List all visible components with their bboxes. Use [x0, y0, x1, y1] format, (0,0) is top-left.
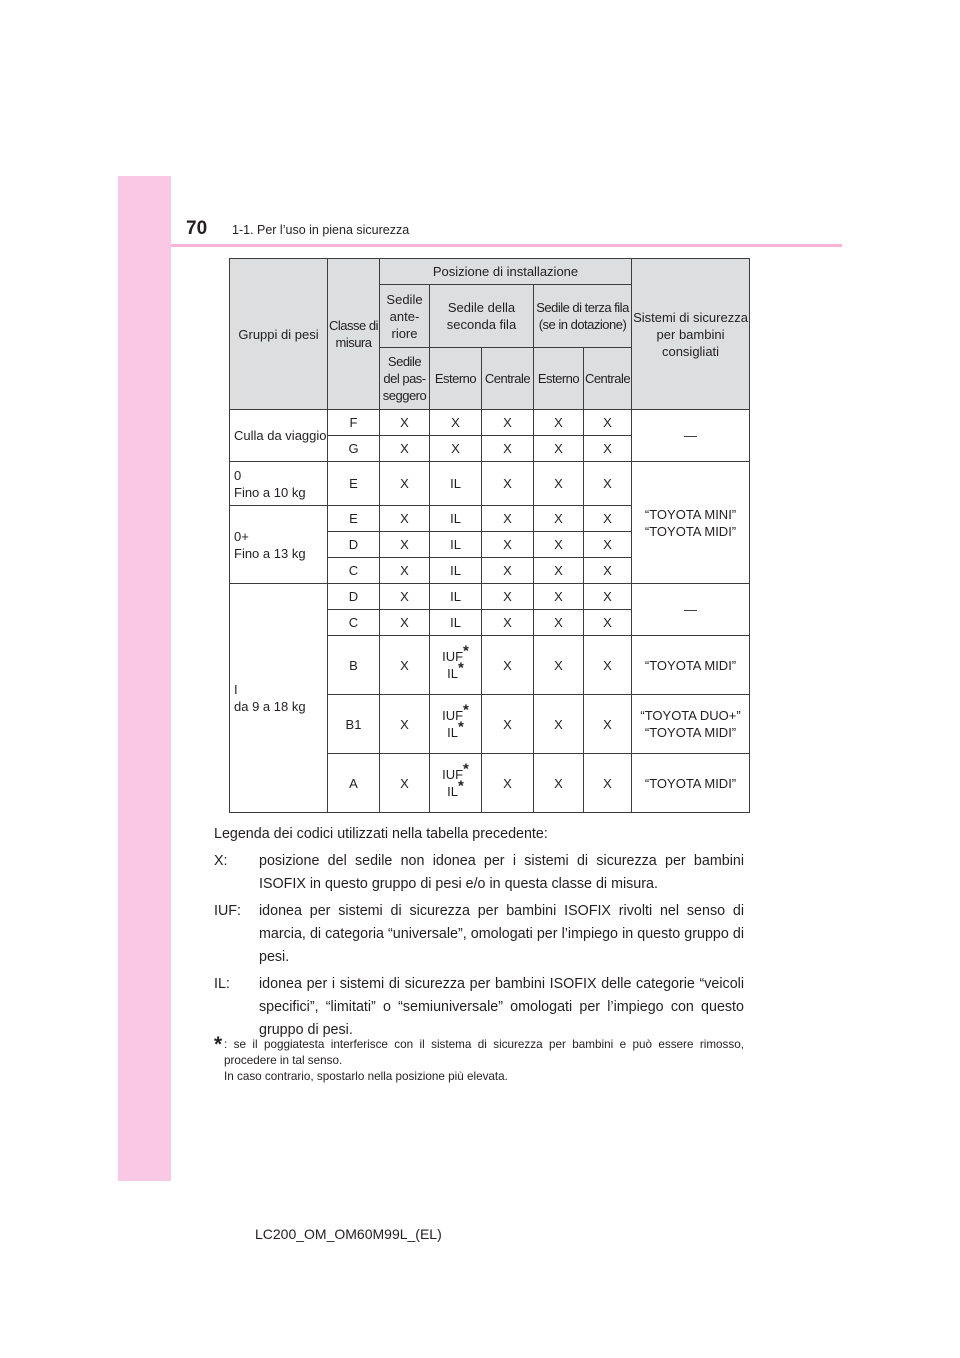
- header-passenger-seat: Sedile del pas-seggero: [380, 348, 430, 410]
- header-front-seat: Sedile ante-riore: [380, 285, 430, 348]
- cell-third-center: X: [584, 462, 632, 506]
- rec-line: “TOYOTA MIDI”: [644, 725, 737, 740]
- group-1: [230, 584, 328, 813]
- size-class: F: [328, 410, 380, 436]
- size-class: B: [328, 636, 380, 695]
- header-second-row: Sedile della seconda fila: [430, 285, 534, 348]
- cell-third-center: X: [584, 410, 632, 436]
- cell-second-center: X: [482, 410, 534, 436]
- size-class: E: [328, 462, 380, 506]
- asterisk-mark: *: [458, 718, 464, 736]
- size-class: G: [328, 436, 380, 462]
- cell-third-center: X: [584, 584, 632, 610]
- cell-second-center: X: [482, 695, 534, 754]
- cell-second-center: X: [482, 462, 534, 506]
- group-weight: Fino a 13 kg: [234, 545, 306, 561]
- cell-third-outer: X: [534, 584, 584, 610]
- cell-third-outer: X: [534, 695, 584, 754]
- cell-front: X: [380, 532, 430, 558]
- asterisk-mark: *: [458, 659, 464, 677]
- size-class: A: [328, 754, 380, 813]
- cell-third-center: X: [584, 754, 632, 813]
- code-iuf: IUF: [442, 708, 464, 723]
- cell-third-outer: X: [534, 610, 584, 636]
- code-il: IL: [447, 725, 458, 740]
- size-class: C: [328, 610, 380, 636]
- cell-second-center: X: [482, 636, 534, 695]
- cell-second-outer: IL: [430, 506, 482, 532]
- cell-second-outer: IL: [430, 558, 482, 584]
- legend-code: X:: [214, 853, 228, 869]
- cell-third-outer: X: [534, 532, 584, 558]
- cell-third-center: X: [584, 558, 632, 584]
- asterisk-mark: *: [463, 760, 469, 778]
- group-weight: Fino a 10 kg: [234, 484, 306, 500]
- header-third-outer: Esterno: [534, 348, 584, 410]
- document-code: LC200_OM_OM60M99L_(EL): [255, 1226, 442, 1242]
- cell-third-outer: X: [534, 462, 584, 506]
- cell-second-outer: [430, 636, 482, 695]
- cell-front: X: [380, 462, 430, 506]
- cell-second-center: X: [482, 558, 534, 584]
- header-weight-group: Gruppi di pesi: [230, 259, 328, 410]
- cell-third-outer: X: [534, 506, 584, 532]
- cell-third-center: X: [584, 532, 632, 558]
- group-weight: da 9 a 18 kg: [234, 699, 306, 714]
- cell-second-outer: X: [430, 436, 482, 462]
- table-row: [230, 462, 750, 506]
- cell-second-outer: [430, 695, 482, 754]
- cell-second-center: X: [482, 584, 534, 610]
- cell-third-outer: X: [534, 558, 584, 584]
- recommended-system: —: [632, 410, 750, 462]
- size-class: E: [328, 506, 380, 532]
- rec-line: “TOYOTA DUO+”: [640, 708, 741, 723]
- cell-front: X: [380, 584, 430, 610]
- cell-front: X: [380, 506, 430, 532]
- header-second-outer: Esterno: [430, 348, 482, 410]
- recommended-system: —: [632, 584, 750, 636]
- cell-front: X: [380, 754, 430, 813]
- cell-third-outer: X: [534, 754, 584, 813]
- cell-third-outer: X: [534, 410, 584, 436]
- legend-text: idonea per sistemi di sicurezza per bambini ISOFIX rivolti nel senso di marcia, di categoria “universale”, omologati per l’impiego in questo gruppo di pesi.: [259, 903, 744, 965]
- asterisk-mark: *: [458, 777, 464, 795]
- cell-third-center: X: [584, 636, 632, 695]
- asterisk-mark: *: [463, 701, 469, 719]
- header-second-center: Centrale: [482, 348, 534, 410]
- group-0: [230, 462, 328, 506]
- code-iuf: IUF: [442, 649, 464, 664]
- cell-front: X: [380, 695, 430, 754]
- cell-front: X: [380, 636, 430, 695]
- group-label: 0+: [234, 528, 249, 544]
- asterisk-mark: *: [463, 642, 469, 660]
- cell-front: X: [380, 610, 430, 636]
- legend-item: [214, 900, 744, 969]
- recommended-system: “TOYOTA MIDI”: [632, 754, 750, 813]
- cell-second-center: X: [482, 754, 534, 813]
- footnote-asterisk: *: [214, 1033, 223, 1056]
- size-class: D: [328, 584, 380, 610]
- legend-intro: Legenda dei codici utilizzati nella tabella precedente:: [214, 826, 548, 842]
- table-row: [230, 410, 750, 436]
- legend-code: IUF:: [214, 903, 242, 919]
- legend-text: idonea per i sistemi di sicurezza per bambini ISOFIX delle categorie “veicoli specifici”, “limitati” o “semiuniversale” omologati per l’impiego con questo gruppo di pesi.: [259, 976, 744, 1038]
- header-third-center: Centrale: [584, 348, 632, 410]
- group-label: 0: [234, 467, 242, 483]
- legend-code: IL:: [214, 976, 230, 992]
- rec-line: “TOYOTA MIDI”: [644, 523, 737, 539]
- cell-third-center: X: [584, 610, 632, 636]
- cell-third-outer: X: [534, 636, 584, 695]
- group-0-plus: [230, 506, 328, 584]
- cell-second-center: X: [482, 532, 534, 558]
- isofix-compatibility-table: [229, 258, 750, 813]
- header-installation-position: Posizione di installazione: [380, 259, 632, 285]
- cell-second-center: X: [482, 506, 534, 532]
- legend-item: [214, 850, 744, 896]
- cell-second-center: X: [482, 610, 534, 636]
- cell-second-outer: IL: [430, 462, 482, 506]
- cell-second-outer: IL: [430, 532, 482, 558]
- footnote: [214, 1033, 744, 1085]
- cell-third-center: X: [584, 436, 632, 462]
- group-label: I: [234, 682, 238, 697]
- header-size-class: Classe di misura: [328, 259, 380, 410]
- side-tab-band: [118, 176, 171, 1181]
- cell-second-outer: IL: [430, 610, 482, 636]
- size-class: C: [328, 558, 380, 584]
- header-recommended-systems: Sistemi di sicurezza per bambini consigliati: [632, 259, 750, 410]
- cell-third-center: X: [584, 695, 632, 754]
- size-class: D: [328, 532, 380, 558]
- cell-third-center: X: [584, 506, 632, 532]
- code-iuf: IUF: [442, 767, 464, 782]
- cell-second-center: X: [482, 436, 534, 462]
- rec-line: “TOYOTA MINI”: [644, 506, 737, 522]
- header-divider: [171, 244, 842, 247]
- size-class: B1: [328, 695, 380, 754]
- cell-front: X: [380, 436, 430, 462]
- cell-second-outer: [430, 754, 482, 813]
- section-title: 1-1. Per l’uso in piena sicurezza: [232, 223, 410, 237]
- cell-front: X: [380, 410, 430, 436]
- cell-second-outer: IL: [430, 584, 482, 610]
- recommended-system: [632, 695, 750, 754]
- page-number: 70: [186, 218, 208, 239]
- code-il: IL: [447, 784, 458, 799]
- table-row: [230, 584, 750, 610]
- footnote-text: In caso contrario, spostarlo nella posizione più elevata.: [224, 1070, 508, 1083]
- cell-second-outer: X: [430, 410, 482, 436]
- legend-text: posizione del sedile non idonea per i sistemi di sicurezza per bambini ISOFIX in questo gruppo di pesi e/o in questa classe di misura.: [259, 853, 744, 892]
- cell-third-outer: X: [534, 436, 584, 462]
- recommended-system: [632, 462, 750, 584]
- legend-item: [214, 973, 744, 1042]
- code-il: IL: [447, 666, 458, 681]
- legend: [214, 823, 744, 1046]
- group-carrycot: Culla da viaggio: [230, 410, 328, 462]
- header-third-row: Sedile di terza fila (se in dotazione): [534, 285, 632, 348]
- footnote-text: : se il poggiatesta interferisce con il sistema di sicurezza per bambini e può essere rimosso, procedere in tal senso.: [224, 1038, 744, 1067]
- recommended-system: “TOYOTA MIDI”: [632, 636, 750, 695]
- cell-front: X: [380, 558, 430, 584]
